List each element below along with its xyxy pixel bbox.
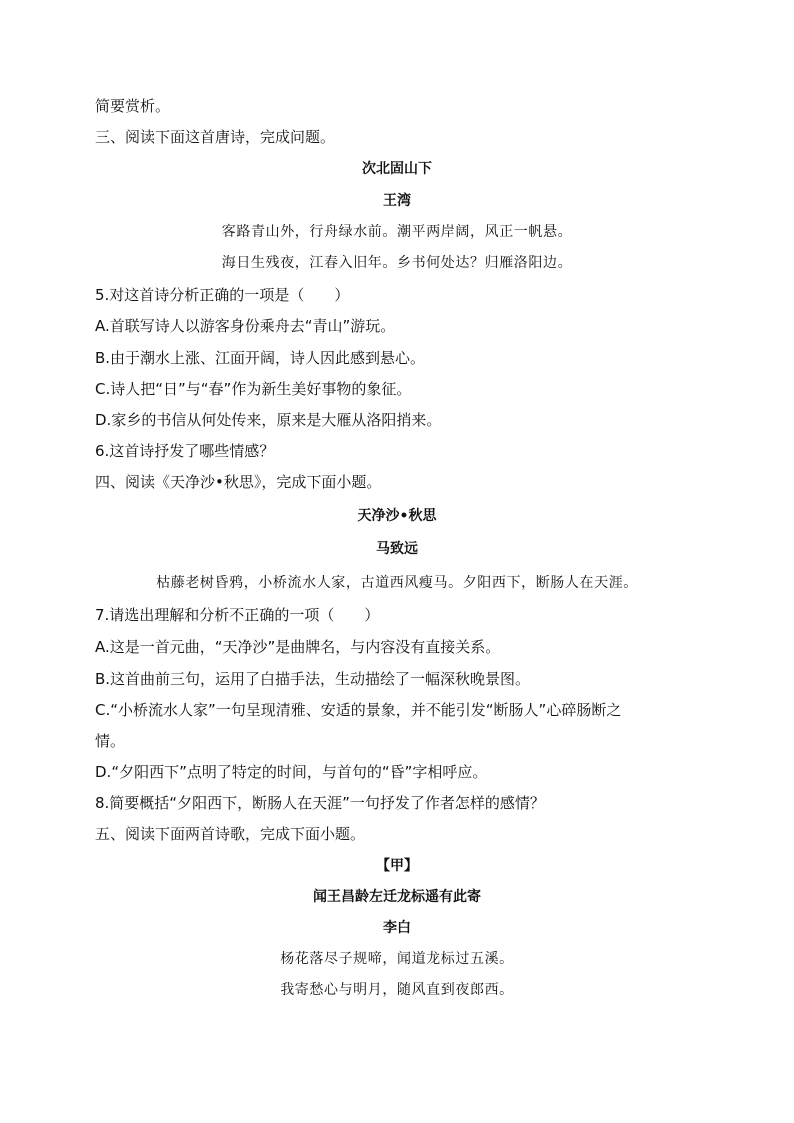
- poem1-author: 王湾: [383, 193, 411, 209]
- q8-stem: 8.简要概括“夕阳西下，断肠人在天涯”一句抒发了作者怎样的感情？: [95, 794, 545, 812]
- intro-tail-text: 简要赏析。: [95, 97, 171, 115]
- section4-heading: 四、阅读《天净沙•秋思》，完成下面小题。: [95, 473, 382, 491]
- poem3-label: 【甲】: [376, 858, 418, 874]
- q7-option-b: B.这首曲前三句，运用了白描手法，生动描绘了一幅深秋晚景图。: [95, 670, 531, 688]
- q5-option-c: C.诗人把“日”与“春”作为新生美好事物的象征。: [95, 380, 412, 398]
- poem1-line-1: 客路青山外，行舟绿水前。潮平两岸阔，风正一帆悬。: [221, 224, 573, 240]
- poem3-author: 李白: [383, 920, 411, 936]
- section3-heading: 三、阅读下面这首唐诗，完成问题。: [95, 128, 336, 146]
- poem2-title: 天净沙•秋思: [357, 508, 437, 524]
- q7-option-c: C.“小桥流水人家”一句呈现清雅、安适的景象，并不能引发“断肠人”心碎肠断之: [95, 701, 622, 719]
- q6-stem: 6.这首诗抒发了哪些情感？: [95, 442, 275, 460]
- q7-option-d: D.“夕阳西下”点明了特定的时间，与首句的“昏”字相呼应。: [95, 763, 488, 781]
- poem1-line-2: 海日生残夜，江春入旧年。乡书何处达？归雁洛阳边。: [221, 255, 573, 271]
- q5-stem: 5.对这首诗分析正确的一项是（ ）: [95, 286, 350, 304]
- poem3-line-1: 杨花落尽子规啼，闻道龙标过五溪。: [280, 951, 514, 967]
- q7-stem: 7.请选出理解和分析不正确的一项（ ）: [95, 606, 380, 624]
- q7-option-a: A.这是一首元曲，“天净沙”是曲牌名，与内容没有直接关系。: [95, 638, 501, 656]
- poem2-author: 马致远: [376, 541, 418, 557]
- poem1-title: 次北固山下: [362, 161, 432, 177]
- poem2-line: 枯藤老树昏鸦，小桥流水人家，古道西风瘦马。夕阳西下，断肠人在天涯。: [156, 575, 638, 591]
- q5-option-a: A.首联写诗人以游客身份乘舟去“青山”游玩。: [95, 317, 396, 335]
- q7-option-c-cont: 情。: [95, 732, 126, 750]
- q5-option-b: B.由于潮水上涨、江面开阔，诗人因此感到悬心。: [95, 349, 426, 367]
- q5-option-d: D.家乡的书信从何处传来，原来是大雁从洛阳捎来。: [95, 411, 442, 429]
- section5-heading: 五、阅读下面两首诗歌，完成下面小题。: [95, 825, 366, 843]
- poem3-title: 闻王昌龄左迁龙标遥有此寄: [313, 889, 481, 905]
- poem3-line-2: 我寄愁心与明月，随风直到夜郎西。: [280, 982, 514, 998]
